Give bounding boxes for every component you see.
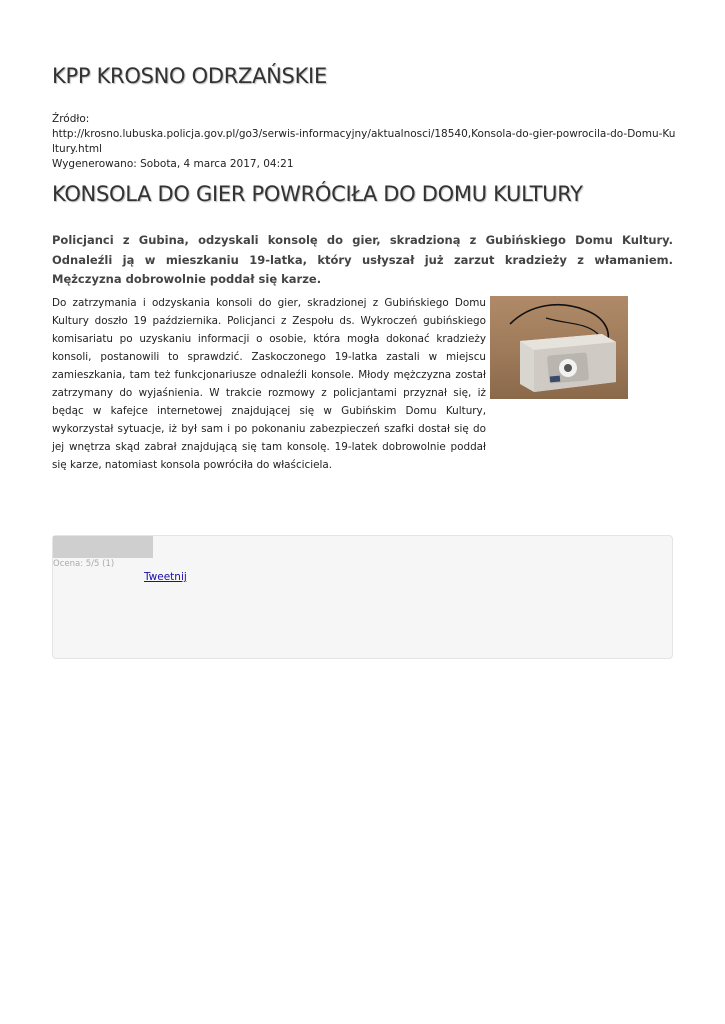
- share-box: [52, 535, 673, 659]
- tweet-link[interactable]: Tweetnij: [144, 571, 187, 583]
- article-title: KONSOLA DO GIER POWRÓCIŁA DO DOMU KULTURY: [52, 182, 583, 206]
- article-lead: Policjanci z Gubina, odzyskali konsolę do gier, skradzioną z Gubińskiego Domu Kultury. Odnaleźli ją w mieszkaniu 19-latka, który usłyszał już zarzut kradzieży z włamaniem. Mężczyzna dobrowolnie poddał się karze.: [52, 233, 673, 286]
- source-url: http://krosno.lubuska.policja.gov.pl/go3/serwis-informacyjny/aktualnosci/18540,Konsola-do-gier-powrocila-do-Domu-Kultury.html: [52, 128, 676, 155]
- rating-stars-bar[interactable]: [53, 536, 153, 558]
- article-photo: [490, 296, 628, 399]
- console-photo-illustration: [490, 296, 628, 399]
- rating-text: Ocena: 5/5 (1): [53, 559, 115, 569]
- document-meta: [52, 112, 677, 172]
- source-label: Źródło:: [52, 113, 90, 125]
- article-body: Do zatrzymania i odzyskania konsoli do gier, skradzionej z Gubińskiego Domu Kultury doszło 19 października. Policjanci z Zespołu ds. Wykroczeń gubińskiego komisariatu po uzyskaniu informacji o osobie, która mogła dokonać kradzieży konsoli, postanowili to sprawdzić. Zaskoczonego 19-latka zastali w miejscu zamieszkania, tam też funkcjonariusze odnaleźli konsole. Młody mężczyzna został zatrzymany do wyjaśnienia. W trakcie rozmowy z policjantami przyznał się, iż będąc w kafejce internetowej znajdującej się w Gubińskim Domu Kultury, wykorzystał sytuacje, iż był sam i po pokonaniu zabezpieczeń szafki dostał się do jej wnętrza skąd zabrał znajdującą się tam konsolę. 19-latek dobrowolnie poddał się karze, natomiast konsola powróciła do właściciela.: [52, 297, 486, 471]
- site-title: KPP KROSNO ODRZAŃSKIE: [52, 64, 327, 88]
- generated-date: Wygenerowano: Sobota, 4 marca 2017, 04:21: [52, 158, 294, 170]
